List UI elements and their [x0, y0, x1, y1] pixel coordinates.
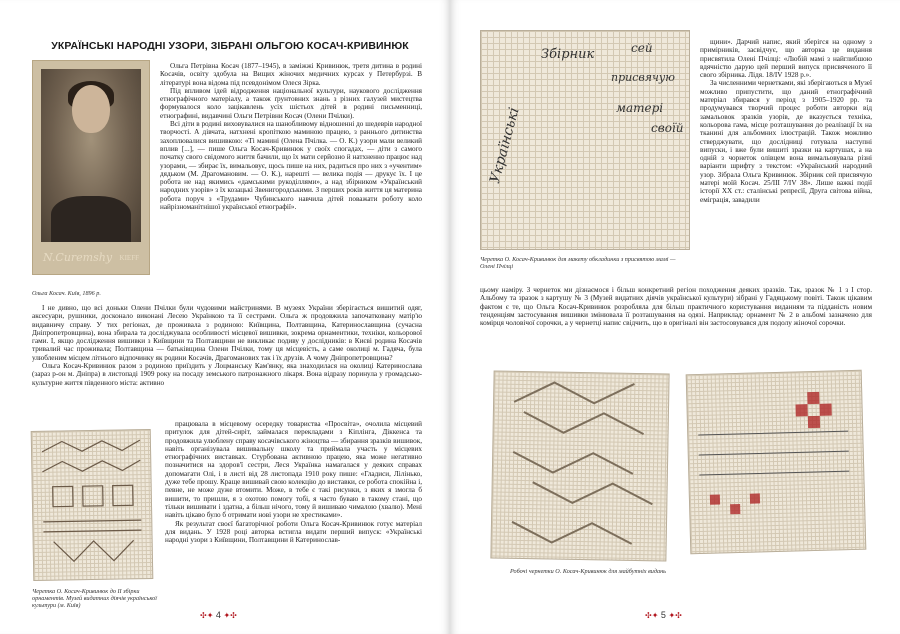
page-number: 4 [215, 610, 221, 620]
cross-stitch-ornament-icon [491, 371, 668, 560]
ornament-icon: ✦✣ [668, 611, 682, 620]
portrait-image [41, 69, 141, 242]
draft-word: сей [631, 41, 653, 55]
paragraph: Ольга Косач-Кривинюк разом з родиною приїздить у Лоцманську Кам'янку, яка знаходилася на околиці Катеринослава (зараз р-он м. Дніпра) в листопаді 1909 року на посаду земського патронажного лікаря. Вона відразу поринула у громадсько-культурне життя південного міста: активно [32, 362, 422, 387]
paragraph: Всі діти в родині виховувалися на шанобливому відношенні до шедеврів народної творчості. А дівчата, натхнені кропіткою маминою працею, з раннього дитинства захоплювалися вишивкою: «Ті мамині (Олена Пчілка. — О. К.) узори мали великий вплив [...], — пише Ольга Косач-Кривинюк у своїх спогадах, — діти з самого початку свого свідомого життя бачили, що їх мати серйозно й натхненно працює над узорами, — збирає їх, вимальовує, щось пише на них, радиться про них з «учентим» дядьком (М. Драгомановим. — О. К.), нарешті — велика подія — друкує їх. І це робота не над якимись «дамськими рукоділлями», а над збірником «Український народних узорів» з їх козацькі Звенигородськими. З перших років життя ця материна робота поруч з «Трудами» Чубинського навчила дітей поважати роботу коло найрізноманітнішої української етнографії». [160, 120, 422, 212]
paragraph: Під впливом ідей відродження національної культури, наукового дослідження етнографічного матеріалу, а також ґрунтовних знань з різних галузей мистецтва формувалося коло зацікавлень усіх шістьох дітей в родині письменниці, етнографині, видавчині Ольги Петрівни Косач (Олени Пчілки). [160, 86, 422, 120]
page-title: УКРАЇНСЬКІ НАРОДНІ УЗОРИ, ЗІБРАНІ ОЛЬГОЮ КОСАЧ-КРИВИНЮК [51, 40, 409, 52]
right-page [450, 0, 900, 634]
paragraph: Ольга Петрівна Косач (1877–1945), в заміжжі Кривинюк, третя дитина в родині Косачів, освіту здобула на Вищих жіночих медичних курсах у Петербурзі. В літературі вона відома під псевдонімом Олеся Зірка. [160, 62, 422, 87]
portrait-photo [32, 60, 150, 275]
ornament-draft-2 [686, 370, 867, 555]
ornament-icon: ✦✣ [223, 611, 237, 620]
body-text [32, 304, 422, 420]
photo-caption: Ольга Косач. Київ, 1896 р. [32, 290, 101, 297]
paragraph: За численними чернетками, які зберігаються в Музеї можливо припустити, що даний етнографічний матеріал збирався у період з 1905–1920 рр. та продумувався творчий процес роботи авторки від замальовок зразків узорів, де вказується техніка, кольорова гама, місце розташування до реалізації їх на тканині для альбомних ілюстрацій. Також можливо стверджувати, що дослідниці готувала наступні випуски, і вже були вишиті зразки на картушах, а на одній з чорнеток олівцем вона вимальовувала різні варіанти шрифту з текстом: «Український народний узор. Зібрала Ольга Кривинюк. Збірник сей присвячую матері моїй Косач. 25/III 7/IV 38». Лише важкі події історії ХХ ст.: сталінські репресії, Друга світова війна, еміграція, завадили [700, 79, 872, 204]
page-number: 5 [660, 610, 666, 620]
draft-word: Збірник [541, 47, 595, 62]
photo-signature: N.Curemshy [43, 251, 113, 264]
body-text [700, 38, 872, 282]
page-footer [200, 610, 237, 620]
body-text-full [480, 286, 872, 356]
cover-caption: Черетка О. Косач-Кривинюк для макету обкладинки з присвятою мамі — Олені Пчілці [480, 256, 676, 271]
draft-word: матері [616, 101, 664, 115]
draft-word: Українські [487, 105, 523, 186]
draft-word: присвячую [611, 71, 675, 84]
drafts-caption: Робочі чернетки О. Косач-Кривинюк для майбутніх видань [510, 568, 666, 575]
intro-text [160, 62, 422, 302]
page-footer [645, 610, 682, 620]
paragraph: Як результат своєї багаторічної роботи Ольга Косач-Кривинюк готує матеріал для видань. У 1928 році авторка встигла видати перший випуск: «Українські народні узори з Київщини, Полтавщини й Катеринослав- [165, 519, 422, 545]
paragraph: цьому наміру. З чернеток ми дізнаємося і більш конкретний регіон походження деяких зразків. Так, зразок № 1 з І стор. Альбому та зразок з картушу № 3 (Музей видатних діячів української культури) зібрані у Гадяцькому повіті. Також цікавим фактом є те, що Ольга Косач-Кривинюк розробляла для більш практичного користування виданням та підданість новим тенденціям застосування вишивки змінювала її розташування на одязі. Наприклад: орнамент № 2 в альбомі зазначено для комірця чоловічої сорочки, а у чернетці напис свідчить, що в оригіналі він застосовувався для подолу жіночої сорочки. [480, 286, 872, 328]
draft-word: своїй [651, 121, 684, 135]
cover-draft [480, 30, 690, 250]
cross-stitch-ornament-icon [32, 430, 153, 580]
sheet-caption: Черетка О. Косач-Кривинюк до ІІ збірки орнаментів. Музей видатних діячів української культури (м. Київ) [32, 588, 157, 610]
embroidery-sheet [31, 429, 154, 581]
paragraph: працювала в місцевому осередку товариства «Просвіта», очолила місцевий притулок для дітей-сиріт, займалася перекладами з Кіплінга, Діккенса та продовжила улюблену справу косачівського жіноцтва — збирання зразків вишивок, навіть організувала вишивальну школу та приймала участь у місцевих етнографічних виставках. Стурбована активною працею, яка може негативно позначитися на здоров'ї сестри, Леся Українка намагалася у деяких справах допомагати Олі, і в листі від 28 листопада 1910 року пише: «Гладиси, Лілінько, дуже тебе прошу. Краще вишивай свою колекцію до виставки, се робота спокійна і, певне, не може дуже втомити. Може, в тебе є такі рисунки, з яких я змогла б вишити, то пришли, я з охотою помогу тобі, я часто буваю в такому стані, що тільки вишивати і здатна, а більш нічого, тому й вишиваю чималою (хвалю). Мені навіть цікаво було б отримати нові узори не хрестиками». [165, 420, 422, 520]
ornament-draft-1 [490, 370, 669, 561]
ornament-icon: ✣✦ [200, 611, 214, 620]
cross-stitch-ornament-icon [687, 371, 866, 553]
photo-studio: KIEFF [119, 254, 139, 262]
ornament-icon: ✣✦ [645, 611, 659, 620]
body-text-col2 [165, 420, 422, 602]
paragraph: І не дивно, що всі доньки Олени Пчілки були чудовими майстринями. В музеях України зберігається вишитий одяг, аксесуари, рушники, досконало виконані Лесею Українкою та її сестрами. Ольга ж продовжила започатковану матір'ю видавничу справу. У тих регіонах, де проживала з родиною: Київщина, Полтавщина, Катеринославщина (сучасна Дніпропетровщина), вона збирала та досліджувала особливості місцевої вишивки, зокрема орнаментики, техніки, кольорової гами. І, якщо дослідження вишивки з Київщини та Полтавщини не викликає подиву у дослідників: в Києві родина Косачів тривалий час проживала; Полтавщина — батьківщина Олени Пчілки, тому ця місцевість, а саме околиці м. Гадяча, була улюбленим місцем літнього відпочинку як родини Косачів, Драгоманових так і їх друзів. А чому Дніпропетровщина? [32, 304, 422, 362]
paragraph: щини». Дарчий напис, який зберігся на одному з примірників, засвідчує, що авторка це видання присвятила Олені Пчілці: «Любій мамі з найглибшою вдячністю дарую цей перший випуск присвяченого її свого збірника. Лідя. 18/IV 1928 р.». [700, 38, 872, 80]
